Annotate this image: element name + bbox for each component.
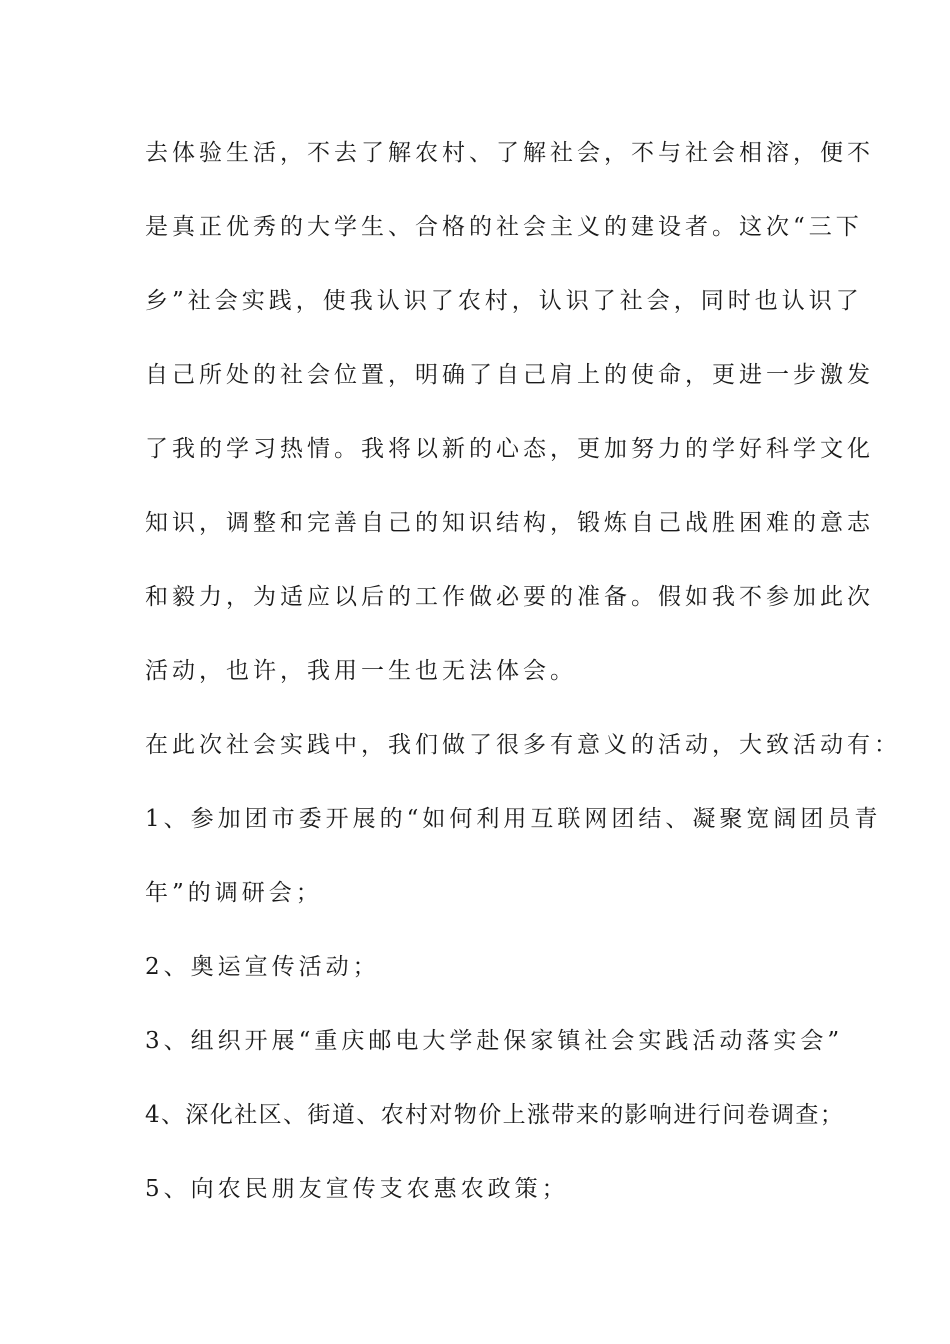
activity-item: 5、向农民朋友宣传支农惠农政策； bbox=[145, 1176, 569, 1202]
activity-item: 3、组织开展“重庆邮电大学赴保家镇社会实践活动落实会” bbox=[145, 1028, 844, 1054]
activity-item-continuation: 年”的调研会； bbox=[145, 880, 323, 906]
activity-item: 1、参加团市委开展的“如何利用互联网团结、凝聚宽阔团员青 bbox=[145, 806, 882, 832]
body-text-line: 是真正优秀的大学生、合格的社会主义的建设者。这次“三下 bbox=[145, 214, 863, 240]
body-text-line: 乡”社会实践，使我认识了农村，认识了社会，同时也认识了 bbox=[145, 288, 863, 314]
body-text-line: 了我的学习热情。我将以新的心态，更加努力的学好科学文化 bbox=[145, 436, 874, 462]
body-text-line: 自己所处的社会位置，明确了自己肩上的使命，更进一步激发 bbox=[145, 362, 874, 388]
activity-item: 4、深化社区、街道、农村对物价上涨带来的影响进行问卷调查； bbox=[145, 1102, 845, 1128]
activity-item: 2、奥运宣传活动； bbox=[145, 954, 380, 980]
body-text-line: 和毅力，为适应以后的工作做必要的准备。假如我不参加此次 bbox=[145, 584, 874, 610]
body-text-line: 知识，调整和完善自己的知识结构，锻炼自己战胜困难的意志 bbox=[145, 510, 874, 536]
activities-intro: 在此次社会实践中，我们做了很多有意义的活动，大致活动有： bbox=[145, 732, 901, 758]
body-text-line: 去体验生活，不去了解农村、了解社会，不与社会相溶，便不 bbox=[145, 140, 874, 166]
body-text-line: 活动，也许，我用一生也无法体会。 bbox=[145, 658, 577, 684]
